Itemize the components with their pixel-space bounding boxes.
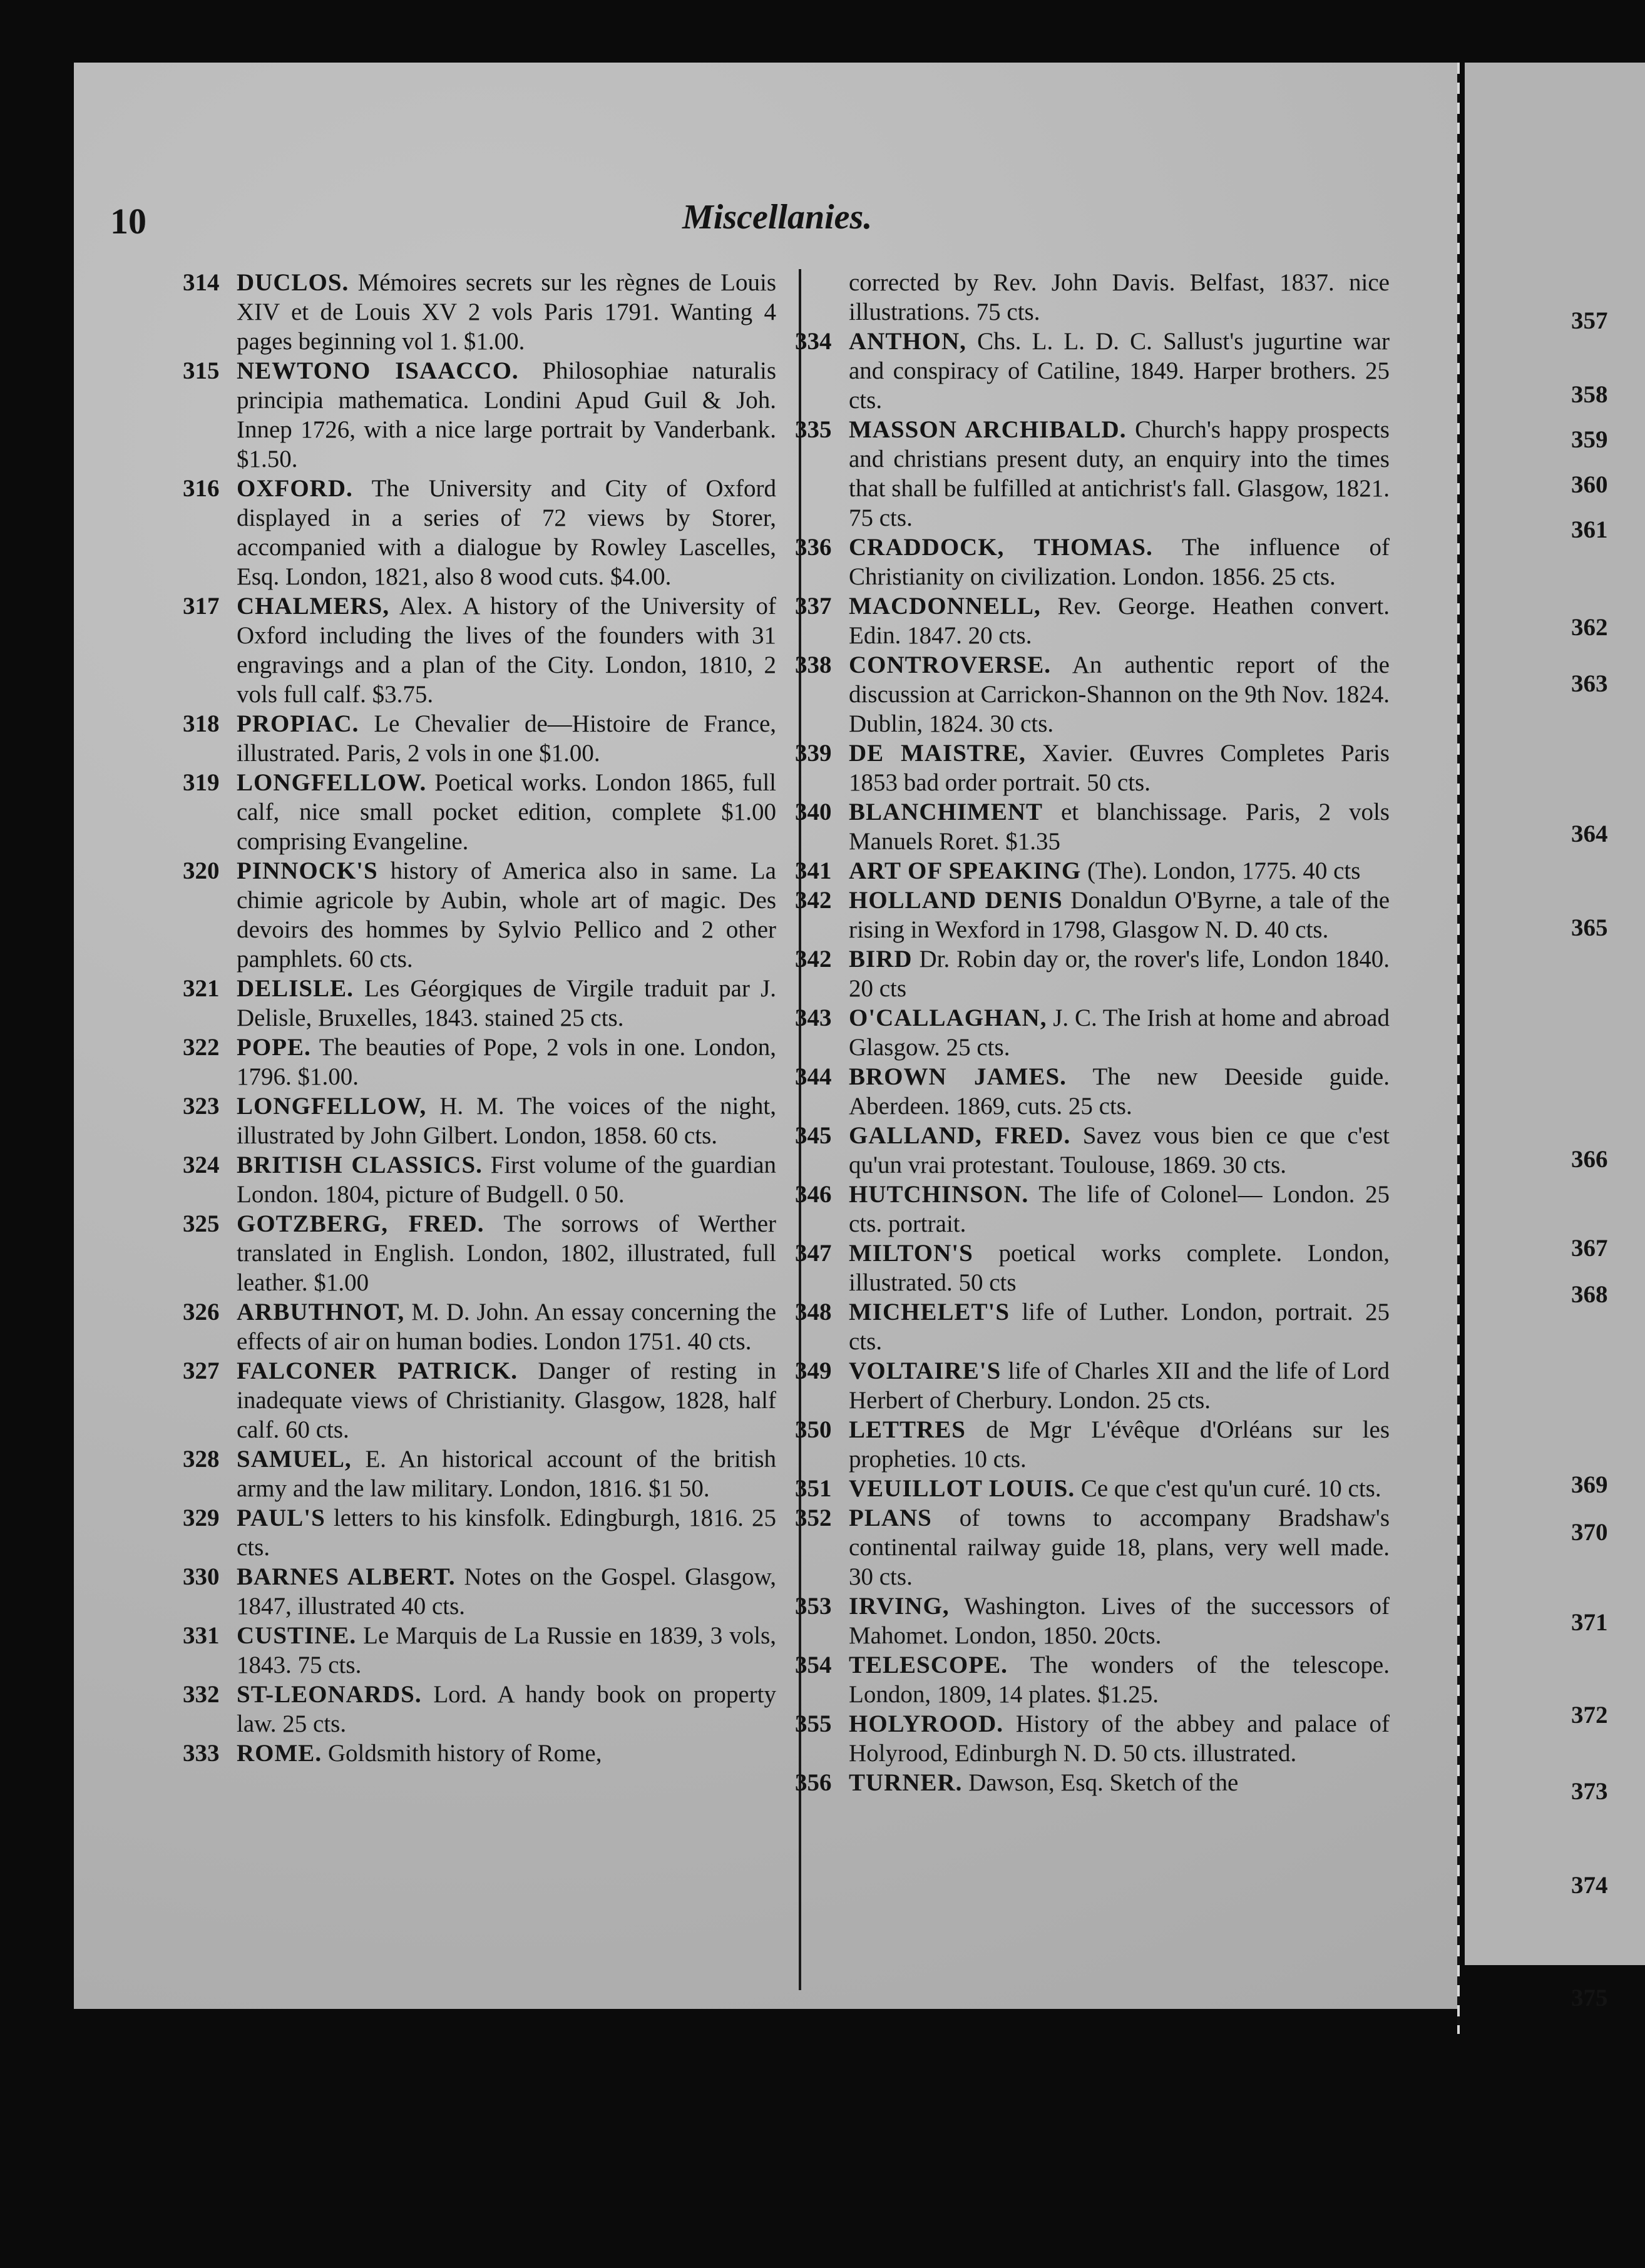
entry-description: Notes on the Gospel. Glasgow, 1847, illustrated 40 cts. [237, 1563, 777, 1620]
entry-title: ART OF SPEAKING [849, 857, 1082, 884]
entry-title: DELISLE. [237, 975, 354, 1002]
entry-title: HOLYROOD. [849, 1710, 1004, 1737]
adjacent-entry-number: 363 [1571, 670, 1608, 697]
catalogue-entry [183, 1680, 776, 1739]
entry-description: Le Marquis de La Russie en 1839, 3 vols, 1843. 75 cts. [237, 1622, 776, 1678]
right-column [795, 268, 1390, 1797]
catalogue-entry [795, 1709, 1390, 1768]
entry-description: Xavier. Œuvres Completes Paris 1853 bad order portrait. 50 cts. [849, 740, 1390, 796]
catalogue-entry [183, 1562, 776, 1621]
entry-title: IRVING, [849, 1593, 950, 1620]
entry-description: M. D. John. An essay concerning the effects of air on human bodies. London 1751. 40 cts. [237, 1299, 776, 1355]
entry-number: 348 [795, 1299, 832, 1326]
entry-title: NEWTONO ISAACCO. [237, 357, 519, 384]
entry-description: of towns to accompany Bradshaw's continental railway guide 18, plans, very well made. 30 cts. [849, 1504, 1390, 1590]
entry-number: 320 [183, 857, 220, 884]
entry-number: 322 [183, 1034, 220, 1061]
entry-number: 331 [183, 1622, 220, 1649]
catalogue-entry [183, 1356, 776, 1444]
entry-title: HUTCHINSON. [849, 1181, 1029, 1208]
entry-number: 327 [183, 1357, 220, 1384]
entry-title: MILTON'S [849, 1240, 973, 1267]
catalogue-entry [795, 1503, 1390, 1591]
entry-number: 328 [183, 1446, 220, 1473]
entry-description: Poetical works. London 1865, full calf, nice small pocket edition, complete $1.00 comprising Evangeline. [237, 769, 776, 855]
entry-title: VEUILLOT LOUIS. [849, 1475, 1075, 1502]
entry-description: Goldsmith history of Rome, [327, 1740, 602, 1767]
entry-title: GOTZBERG, FRED. [237, 1210, 484, 1237]
entry-description: J. C. The Irish at home and abroad Glasgow. 25 cts. [849, 1004, 1390, 1061]
catalogue-entry [183, 768, 776, 856]
entry-title: BROWN JAMES. [849, 1063, 1067, 1090]
entry-title: TELESCOPE. [849, 1652, 1008, 1678]
entry-description: History of the abbey and palace of Holyrood, Edinburgh N. D. 50 cts. illustrated. [849, 1710, 1390, 1767]
entry-title: ARBUTHNOT, [237, 1299, 405, 1326]
entry-number: 326 [183, 1299, 220, 1326]
entry-number: 332 [183, 1681, 220, 1708]
entry-title: FALCONER PATRICK. [237, 1357, 518, 1384]
entry-number: 334 [795, 328, 832, 355]
entry-number: 349 [795, 1357, 832, 1384]
entry-number: 356 [795, 1769, 832, 1796]
entry-description: letters to his kinsfolk. Edingburgh, 1816. 25 cts. [237, 1504, 776, 1561]
entry-title: LETTRES [849, 1416, 966, 1443]
entry-number: 351 [795, 1475, 832, 1502]
entry-number: 338 [795, 651, 832, 678]
entry-number: 336 [795, 534, 832, 561]
entry-description: Philosophiae naturalis principia mathematica. Londini Apud Guil & Joh. Innep 1726, with a nice large portrait by Vanderbank. $1.50. [237, 357, 776, 472]
page-number: 10 [110, 201, 146, 242]
entry-description: et blanchissage. Paris, 2 vols Manuels Roret. $1.35 [849, 799, 1390, 855]
adjacent-entry-number: 360 [1571, 471, 1608, 498]
entry-number: 321 [183, 975, 220, 1002]
entry-title: VOLTAIRE'S [849, 1357, 1002, 1384]
entry-title: POPE. [237, 1034, 311, 1061]
catalogue-entry [183, 709, 776, 768]
entry-description: Lord. A handy book on property law. 25 cts. [237, 1681, 776, 1737]
entry-description: The new Deeside guide. Aberdeen. 1869, cuts. 25 cts. [849, 1063, 1390, 1120]
entry-number: 314 [183, 269, 220, 296]
entry-description: H. M. The voices of the night, illustrated by John Gilbert. London, 1858. 60 cts. [237, 1093, 776, 1149]
entry-description: An authentic report of the discussion at Carrickon-Shannon on the 9th Nov. 1824. Dublin, 1824. 30 cts. [849, 651, 1390, 737]
entry-title: DUCLOS. [237, 269, 349, 296]
entry-number: 353 [795, 1593, 832, 1620]
entry-description: Chs. L. L. D. C. Sallust's jugurtine war and conspiracy of Catiline, 1849. Harper brothers. 25 cts. [849, 328, 1390, 414]
entry-description: Dr. Robin day or, the rover's life, London 1840. 20 cts [849, 946, 1390, 1002]
entry-description: The sorrows of Werther translated in English. London, 1802, illustrated, full leather. $1.00 [237, 1210, 776, 1296]
entry-description: Ce que c'est qu'un curé. 10 cts. [1080, 1475, 1381, 1502]
catalogue-entry [183, 591, 776, 709]
entry-title: CONTROVERSE. [849, 651, 1051, 678]
catalogue-entry [183, 1739, 776, 1768]
entry-title: MICHELET'S [849, 1299, 1010, 1326]
catalogue-entry [795, 1121, 1390, 1180]
entry-number: 347 [795, 1240, 832, 1267]
entry-title: BIRD [849, 946, 913, 973]
adjacent-entry-number: 370 [1571, 1519, 1608, 1546]
entry-description: Church's happy prospects and christians present duty, an enquiry into the times that shall be fulfilled at antichrist's fall. Glasgow, 1821. 75 cts. [849, 416, 1390, 531]
entry-title: PINNOCK'S [237, 857, 378, 884]
entry-description: life of Luther. London, portrait. 25 cts. [849, 1299, 1390, 1355]
entry-description: poetical works complete. London, illustrated. 50 cts [849, 1240, 1390, 1296]
adjacent-entry-number: 372 [1571, 1702, 1608, 1729]
entry-title: MACDONNELL, [849, 593, 1041, 620]
entry-number: 319 [183, 769, 220, 796]
entry-number: 352 [795, 1504, 832, 1531]
entry-number: 333 [183, 1740, 220, 1767]
entry-number: 317 [183, 593, 220, 620]
adjacent-entry-number: 364 [1571, 820, 1608, 847]
adjacent-entry-number: 367 [1571, 1235, 1608, 1262]
entry-number: 340 [795, 799, 832, 825]
catalogue-entry [795, 1474, 1390, 1503]
entry-description: Danger of resting in inadequate views of Christianity. Glasgow, 1828, half calf. 60 cts. [237, 1357, 777, 1443]
adjacent-page-numbers [1571, 307, 1640, 2011]
entry-number: 354 [795, 1652, 832, 1678]
entry-description: First volume of the guardian London. 1804, picture of Budgell. 0 50. [237, 1152, 777, 1208]
catalogue-entry [795, 1356, 1390, 1415]
catalogue-entry [795, 856, 1390, 886]
catalogue-entry [183, 1444, 776, 1503]
catalogue-entry [183, 1091, 776, 1150]
entry-number: 325 [183, 1210, 220, 1237]
entry-number: 324 [183, 1152, 220, 1178]
entry-description: history of America also in same. La chimie agricole by Aubin, whole art of magic. Des devoirs des hommes by Sylvio Pellico and 2 other pamphlets. 60 cts. [237, 857, 776, 973]
catalogue-entry [795, 650, 1390, 738]
entry-title: PAUL'S [237, 1504, 325, 1531]
catalogue-entry [795, 1650, 1390, 1709]
entry-title: SAMUEL, [237, 1446, 352, 1473]
catalogue-entry [183, 474, 776, 591]
catalogue-entry [795, 886, 1390, 944]
entry-description: Les Géorgiques de Virgile traduit par J. Delisle, Bruxelles, 1843. stained 25 cts. [237, 975, 777, 1031]
entry-description: Alex. A history of the University of Oxford including the lives of the founders with 31 engravings and a plan of the City. London, 1810, 2 vols full calf. $3.75. [237, 593, 776, 708]
entry-description: The beauties of Pope, 2 vols in one. London, 1796. $1.00. [237, 1034, 776, 1090]
catalogue-entry [183, 1503, 776, 1562]
entry-title: CRADDOCK, THOMAS. [849, 534, 1153, 561]
entry-title: CHALMERS, [237, 593, 390, 620]
entry-number: 343 [795, 1004, 832, 1031]
adjacent-entry-number: 365 [1571, 914, 1608, 941]
adjacent-entry-number: 368 [1571, 1281, 1608, 1308]
entry-title: LONGFELLOW, [237, 1093, 427, 1120]
entry-description: Washington. Lives of the successors of Mahomet. London, 1850. 20cts. [849, 1593, 1390, 1649]
entry-title: TURNER. [849, 1769, 963, 1796]
entry-number: 345 [795, 1122, 832, 1149]
entry-description: life of Charles XII and the life of Lord Herbert of Cherbury. London. 25 cts. [849, 1357, 1390, 1414]
catalogue-entry [183, 268, 776, 356]
entry-title: ROME. [237, 1740, 322, 1767]
entry-description: (The). London, 1775. 40 cts [1087, 857, 1361, 884]
adjacent-entry-number: 361 [1571, 516, 1608, 543]
entry-title: BLANCHIMENT [849, 799, 1043, 825]
entry-description: The influence of Christianity on civilization. London. 1856. 25 cts. [849, 534, 1390, 590]
entry-description: Savez vous bien ce que c'est qu'un vrai protestant. Toulouse, 1869. 30 cts. [849, 1122, 1390, 1178]
entry-number: 316 [183, 475, 220, 502]
catalogue-entry [183, 1150, 776, 1209]
entry-number: 344 [795, 1063, 832, 1090]
entry-title: PROPIAC. [237, 710, 359, 737]
entry-description: The wonders of the telescope. London, 1809, 14 plates. $1.25. [849, 1652, 1390, 1708]
entry-title: PLANS [849, 1504, 932, 1531]
entry-title: ANTHON, [849, 328, 966, 355]
entry-description: E. An historical account of the british army and the law military. London, 1816. $1 50. [237, 1446, 777, 1502]
entry-title: LONGFELLOW. [237, 769, 427, 796]
catalogue-entry [795, 1062, 1390, 1121]
entry-number: 355 [795, 1710, 832, 1737]
entry-number: 339 [795, 740, 832, 767]
catalogue-entry [183, 856, 776, 974]
catalogue-entry [795, 1180, 1390, 1239]
entry-description: Dawson, Esq. Sketch of the [968, 1769, 1239, 1796]
adjacent-entry-number: 374 [1571, 1872, 1608, 1899]
entry-title: DE MAISTRE, [849, 740, 1026, 767]
adjacent-entry-number: 373 [1571, 1778, 1608, 1805]
catalogue-entry [795, 1003, 1390, 1062]
adjacent-entry-number: 358 [1571, 381, 1608, 408]
entry-number: 342 [795, 946, 832, 973]
entry-title: O'CALLAGHAN, [849, 1004, 1047, 1031]
entry-description: Donaldun O'Byrne, a tale of the rising in Wexford in 1798, Glasgow N. D. 40 cts. [849, 887, 1390, 943]
catalogue-entry [795, 1591, 1390, 1650]
entry-title: CUSTINE. [237, 1622, 357, 1649]
catalogue-entry [795, 1415, 1390, 1474]
entry-title: BARNES ALBERT. [237, 1563, 456, 1590]
entry-number: 337 [795, 593, 832, 620]
catalogue-entry [795, 533, 1390, 591]
catalogue-entry [183, 974, 776, 1033]
entry-number: 342 [795, 887, 832, 914]
entry-title: ST-LEONARDS. [237, 1681, 422, 1708]
catalogue-entry [795, 1768, 1390, 1797]
catalogue-entry [795, 738, 1390, 797]
adjacent-entry-number: 371 [1571, 1609, 1608, 1636]
entry-title: OXFORD. [237, 475, 353, 502]
adjacent-entry-number: 359 [1571, 426, 1608, 453]
entry-description: Mémoires secrets sur les règnes de Louis XIV et de Louis XV 2 vols Paris 1791. Wanting 4 pages beginning vol 1. $1.00. [237, 269, 776, 355]
entry-description: The University and City of Oxford displayed in a series of 72 views by Storer, accompanied with a dialogue by Rowley Lascelles, Esq. London, 1821, also 8 wood cuts. $4.00. [237, 475, 776, 590]
entry-title: GALLAND, FRED. [849, 1122, 1071, 1149]
adjacent-entry-number: 369 [1571, 1471, 1608, 1498]
entry-number: 318 [183, 710, 220, 737]
catalogue-entry [795, 327, 1390, 415]
entry-number: 329 [183, 1504, 220, 1531]
entry-title: BRITISH CLASSICS. [237, 1152, 483, 1178]
catalogue-entry [795, 944, 1390, 1003]
entry-number: 330 [183, 1563, 220, 1590]
catalogue-entry [183, 1297, 776, 1356]
continued-entry: corrected by Rev. John Davis. Belfast, 1837. nice illustrations. 75 cts. [849, 269, 1390, 325]
entry-number: 323 [183, 1093, 220, 1120]
entry-number: 346 [795, 1181, 832, 1208]
catalogue-entry [795, 1239, 1390, 1297]
entry-description: The life of Colonel— London. 25 cts. portrait. [849, 1181, 1390, 1237]
catalogue-entry [795, 1297, 1390, 1356]
left-column [183, 268, 776, 1768]
running-head: Miscellanies. [682, 198, 873, 237]
catalogue-entry [795, 797, 1390, 856]
catalogue-entry [183, 356, 776, 474]
entry-title: MASSON ARCHIBALD. [849, 416, 1127, 443]
page-edge [1457, 63, 1460, 2034]
catalogue-entry [183, 1621, 776, 1680]
entry-number: 341 [795, 857, 832, 884]
entry-title: HOLLAND DENIS [849, 887, 1063, 914]
catalogue-entry [183, 1209, 776, 1297]
entry-number: 350 [795, 1416, 832, 1443]
entry-description: de Mgr L'évêque d'Orléans sur les propheties. 10 cts. [849, 1416, 1390, 1473]
catalogue-entry [183, 1033, 776, 1091]
adjacent-entry-number: 362 [1571, 614, 1608, 641]
entry-number: 315 [183, 357, 220, 384]
adjacent-entry-number: 375 [1571, 1984, 1608, 2011]
catalogue-entry [795, 591, 1390, 650]
adjacent-entry-number: 366 [1571, 1146, 1608, 1173]
adjacent-entry-number: 357 [1571, 307, 1608, 334]
entry-number: 335 [795, 416, 832, 443]
entry-description: Le Chevalier de—Histoire de France, illustrated. Paris, 2 vols in one $1.00. [237, 710, 777, 767]
entry-description: Rev. George. Heathen convert. Edin. 1847. 20 cts. [849, 593, 1390, 649]
catalogue-entry [795, 415, 1390, 533]
